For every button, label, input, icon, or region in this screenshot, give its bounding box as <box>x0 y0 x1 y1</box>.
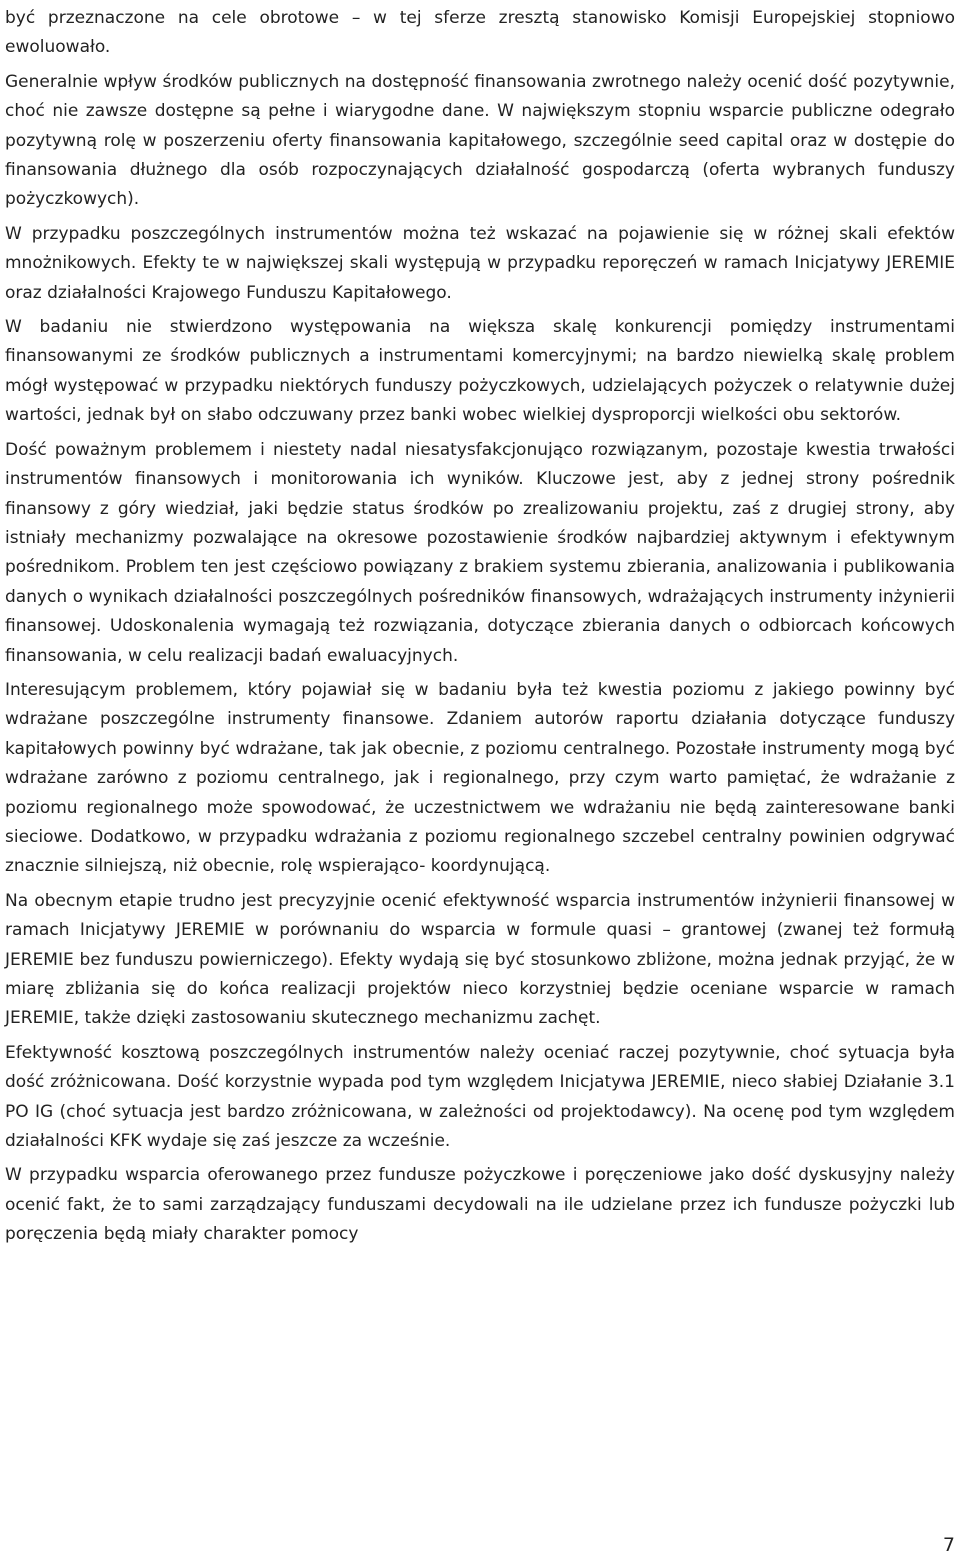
paragraph: Na obecnym etapie trudno jest precyzyjnie ocenić efektywność wsparcia instrumentów inżynierii finansowej w ramach Inicjatywy JEREMIE w porównaniu do wsparcia w formule quasi – grantowej (zwanej też formułą JEREMIE bez funduszu powierniczego). Efekty wydają się być stosunkowo zbliżone, można jednak przyjąć, że w miarę zbliżania się do końca realizacji projektów nieco korzystniej będzie oceniane wsparcie w ramach JEREMIE, także dzięki zastosowaniu skutecznego mechanizmu zachęt. <box>5 890 955 1029</box>
paragraph: W przypadku wsparcia oferowanego przez fundusze pożyczkowe i poręczeniowe jako dość dyskusyjny należy ocenić fakt, że to sami zarządzający funduszami decydowali na ile udzielane przez ich fundusze pożyczki lub poręczenia będą miały charakter pomocy <box>5 1165 955 1245</box>
body-text <box>5 4 955 1255</box>
paragraph: W przypadku poszczególnych instrumentów można też wskazać na pojawienie się w różnej skali efektów mnożnikowych. Efekty te w największej skali występują w przypadku reporęczeń w ramach Inicjatywy JEREMIE oraz działalności Krajowego Funduszu Kapitałowego. <box>5 223 955 303</box>
paragraph: Efektywność kosztową poszczególnych instrumentów należy oceniać raczej pozytywnie, choć sytuacja była dość zróżnicowana. Dość korzystnie wypada pod tym względem Inicjatywa JEREMIE, nieco słabiej Działanie 3.1 PO IG (choć sytuacja jest bardzo zróżnicowana, w zależności od projektodawcy). Na ocenę pod tym względem działalności KFK wydaje się zaś jeszcze za wcześnie. <box>5 1042 955 1152</box>
paragraph: W badaniu nie stwierdzono występowania na większa skalę konkurencji pomiędzy instrumentami finansowanymi ze środków publicznych a instrumentami komercyjnymi; na bardzo niewielką skalę problem mógł występować w przypadku niektórych funduszy pożyczkowych, udzielających pożyczek o relatywnie dużej wartości, jednak był on słabo odczuwany przez banki wobec wielkiej dysproporcji wielkości obu sektorów. <box>5 317 955 426</box>
paragraph: być przeznaczone na cele obrotowe – w tej sferze zresztą stanowisko Komisji Europejskiej stopniowo ewoluowało. <box>5 8 955 58</box>
paragraph: Generalnie wpływ środków publicznych na dostępność finansowania zwrotnego należy ocenić dość pozytywnie, choć nie zawsze dostępne są pełne i wiarygodne dane. W największym stopniu wsparcie publiczne odegrało pozytywną rolę w poszerzeniu oferty finansowania kapitałowego, szczególnie seed capital oraz w dostępie do finansowania dłużnego dla osób rozpoczynających działalność gospodarczą (oferta wybranych funduszy pożyczkowych). <box>5 71 955 210</box>
paragraph: Interesującym problemem, który pojawiał się w badaniu była też kwestia poziomu z jakiego powinny być wdrażane poszczególne instrumenty finansowe. Zdaniem autorów raportu działania dotyczące funduszy kapitałowych powinny być wdrażane, tak jak obecnie, z poziomu centralnego. Pozostałe instrumenty mogą być wdrażane zarówno z poziomu centralnego, jak i regionalnego, przy czym warto pamiętać, że wdrażanie z poziomu regionalnego może spowodować, że uczestnictwem we wdrażaniu nie będą zainteresowane banki sieciowe. Dodatkowo, w przypadku wdrażania z poziomu regionalnego szczebel centralny powinien odgrywać znacznie silniejszą, niż obecnie, rolę wspierająco- koordynującą. <box>5 679 955 877</box>
paragraph: Dość poważnym problemem i niestety nadal niesatysfakcjonująco rozwiązanym, pozostaje kwestia trwałości instrumentów finansowych i monitorowania ich wyników. Kluczowe jest, aby z jednej strony pośrednik finansowy z góry wiedział, jaki będzie status środków po zrealizowaniu projektu, zaś z drugiej strony, aby istniały mechanizmy pozwalające na okresowe pozostawienie środków najbardziej aktywnym i efektywnym pośrednikom. Problem ten jest częściowo powiązany z brakiem systemu zbierania, analizowania i publikowania danych o wynikach działalności poszczególnych pośredników finansowych, wdrażających instrumenty inżynierii finansowej. Udoskonalenia wymagają też rozwiązania, dotyczące zbierania danych o odbiorcach końcowych finansowania, w celu realizacji badań ewaluacyjnych. <box>5 439 955 666</box>
page-number: 7 <box>942 1534 955 1556</box>
